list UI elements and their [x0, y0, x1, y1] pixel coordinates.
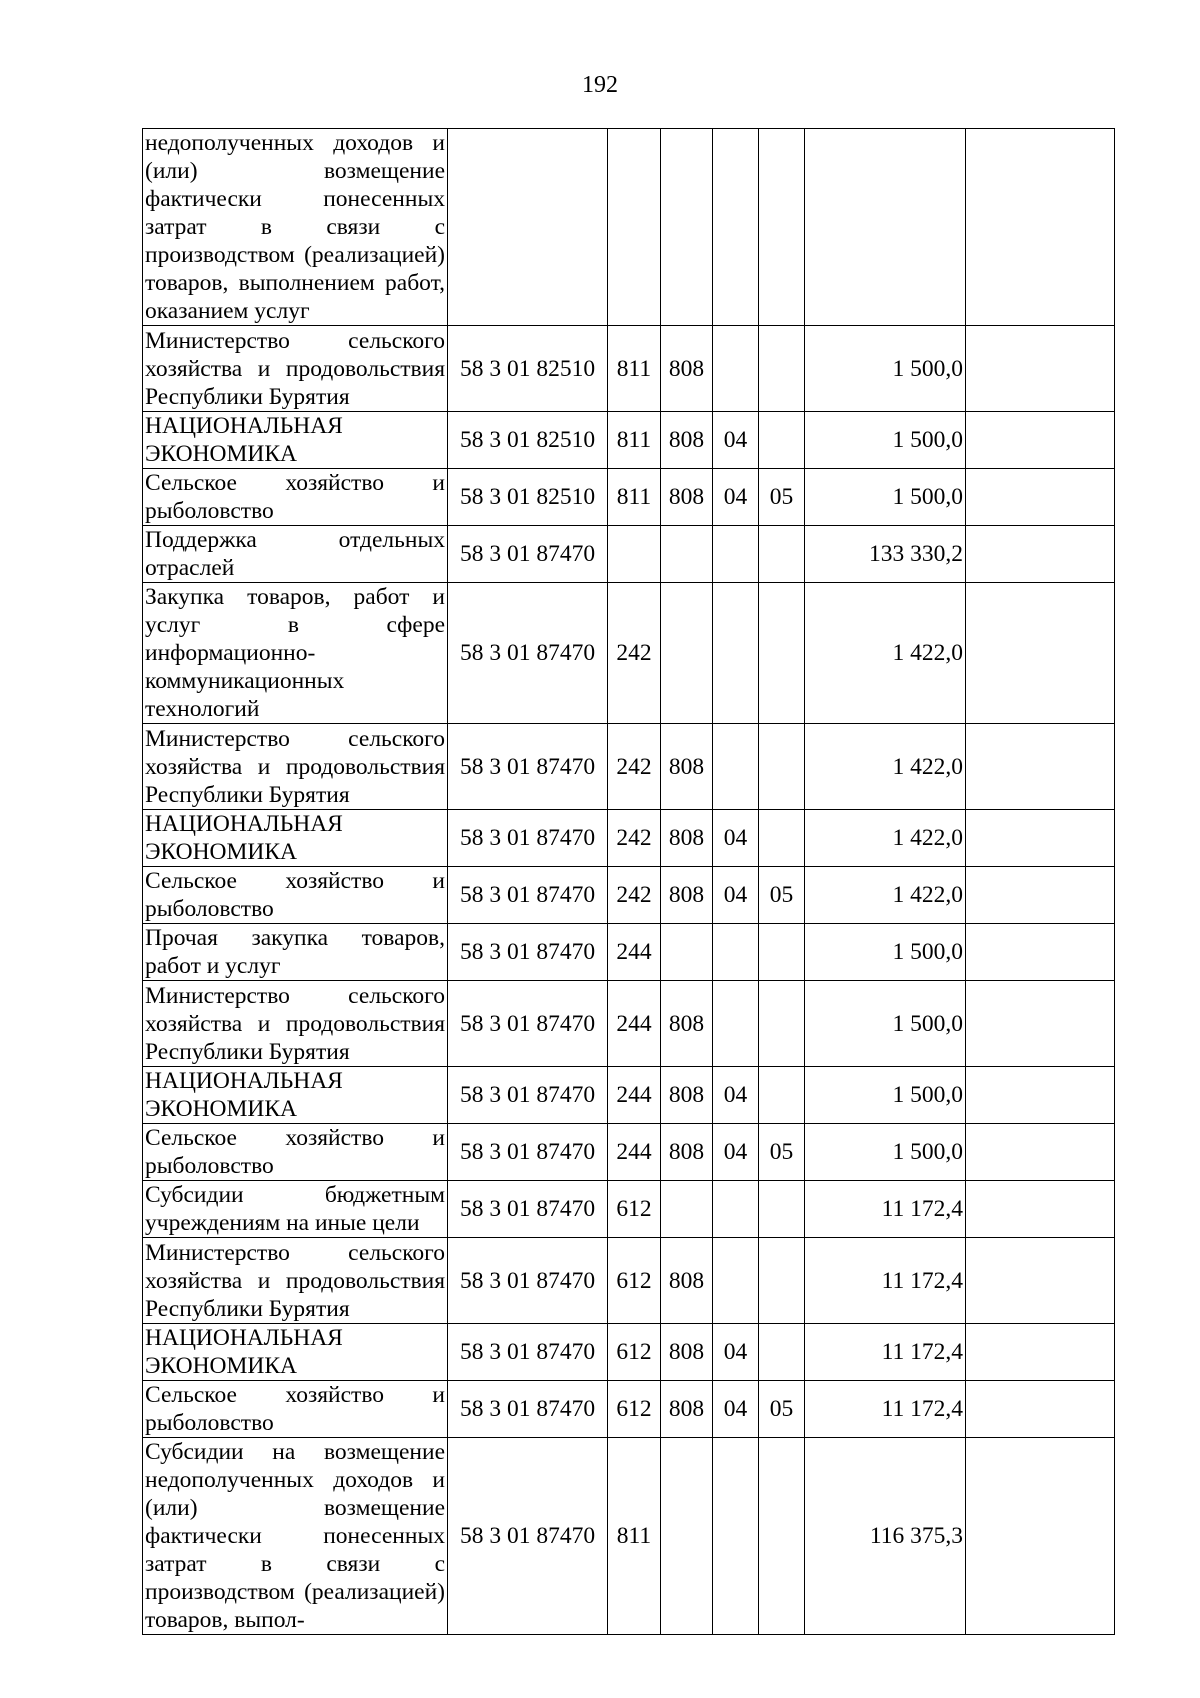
table-row: [143, 412, 1115, 469]
section-code: [713, 129, 759, 326]
target-article-code: 58 3 01 87470: [448, 1324, 608, 1381]
expense-type-code: [608, 526, 661, 583]
target-article-code: 58 3 01 87470: [448, 810, 608, 867]
administrator-code: [661, 1438, 713, 1635]
administrator-code: 808: [661, 412, 713, 469]
expense-type-code: 811: [608, 412, 661, 469]
subsection-code: [759, 724, 805, 810]
row-description: Субсидии на возмещение недополученных доходов и (или) возмещение фактически понесенных затрат в связи с производством (реализацией) товаров, выпол-: [143, 1438, 448, 1635]
section-code: 04: [713, 867, 759, 924]
subsection-code: [759, 1181, 805, 1238]
table-row: [143, 1124, 1115, 1181]
section-code: 04: [713, 469, 759, 526]
subsection-code: 05: [759, 469, 805, 526]
budget-table: [142, 128, 1115, 1635]
empty-cell: [966, 526, 1115, 583]
administrator-code: [661, 1181, 713, 1238]
amount-value: 11 172,4: [805, 1324, 966, 1381]
row-description: Министерство сельского хозяйства и продовольствия Республики Бурятия: [143, 1238, 448, 1324]
expense-type-code: [608, 129, 661, 326]
table-row: [143, 1324, 1115, 1381]
table-row: [143, 326, 1115, 412]
expense-type-code: 612: [608, 1238, 661, 1324]
subsection-code: [759, 1324, 805, 1381]
administrator-code: 808: [661, 724, 713, 810]
row-description: НАЦИОНАЛЬНАЯ ЭКОНОМИКА: [143, 1067, 448, 1124]
amount-value: 1 500,0: [805, 412, 966, 469]
amount-value: 1 500,0: [805, 469, 966, 526]
expense-type-code: 242: [608, 724, 661, 810]
amount-value: 116 375,3: [805, 1438, 966, 1635]
section-code: [713, 924, 759, 981]
empty-cell: [966, 1381, 1115, 1438]
row-description: Закупка товаров, работ и услуг в сфере информационно-коммуникационных технологий: [143, 583, 448, 724]
empty-cell: [966, 810, 1115, 867]
target-article-code: 58 3 01 87470: [448, 1381, 608, 1438]
subsection-code: [759, 924, 805, 981]
amount-value: 1 422,0: [805, 583, 966, 724]
expense-type-code: 244: [608, 981, 661, 1067]
expense-type-code: 811: [608, 469, 661, 526]
table-row: [143, 867, 1115, 924]
target-article-code: 58 3 01 82510: [448, 326, 608, 412]
subsection-code: [759, 583, 805, 724]
target-article-code: 58 3 01 87470: [448, 1438, 608, 1635]
administrator-code: 808: [661, 1381, 713, 1438]
table-row: [143, 981, 1115, 1067]
target-article-code: 58 3 01 87470: [448, 924, 608, 981]
amount-value: 1 422,0: [805, 724, 966, 810]
section-code: 04: [713, 1124, 759, 1181]
table-row: [143, 1067, 1115, 1124]
target-article-code: 58 3 01 87470: [448, 1238, 608, 1324]
subsection-code: [759, 1238, 805, 1324]
administrator-code: 808: [661, 867, 713, 924]
section-code: 04: [713, 1067, 759, 1124]
administrator-code: [661, 583, 713, 724]
expense-type-code: 612: [608, 1324, 661, 1381]
subsection-code: 05: [759, 1124, 805, 1181]
subsection-code: [759, 526, 805, 583]
target-article-code: 58 3 01 87470: [448, 1181, 608, 1238]
empty-cell: [966, 724, 1115, 810]
administrator-code: 808: [661, 981, 713, 1067]
section-code: 04: [713, 810, 759, 867]
section-code: [713, 724, 759, 810]
section-code: 04: [713, 1324, 759, 1381]
row-description: Министерство сельского хозяйства и продовольствия Республики Бурятия: [143, 724, 448, 810]
empty-cell: [966, 326, 1115, 412]
page-number: 192: [582, 72, 618, 98]
empty-cell: [966, 129, 1115, 326]
amount-value: 1 500,0: [805, 981, 966, 1067]
amount-value: 11 172,4: [805, 1381, 966, 1438]
expense-type-code: 242: [608, 867, 661, 924]
target-article-code: 58 3 01 82510: [448, 412, 608, 469]
table-row: [143, 1238, 1115, 1324]
administrator-code: 808: [661, 326, 713, 412]
expense-type-code: 811: [608, 326, 661, 412]
administrator-code: 808: [661, 810, 713, 867]
row-description: Сельское хозяйство и рыболовство: [143, 867, 448, 924]
row-description: Сельское хозяйство и рыболовство: [143, 1381, 448, 1438]
row-description: Министерство сельского хозяйства и продовольствия Республики Бурятия: [143, 326, 448, 412]
target-article-code: 58 3 01 87470: [448, 724, 608, 810]
empty-cell: [966, 981, 1115, 1067]
empty-cell: [966, 1238, 1115, 1324]
subsection-code: [759, 810, 805, 867]
amount-value: 11 172,4: [805, 1181, 966, 1238]
empty-cell: [966, 1181, 1115, 1238]
row-description: Поддержка отдельных отраслей: [143, 526, 448, 583]
row-description: Сельское хозяйство и рыболовство: [143, 469, 448, 526]
target-article-code: 58 3 01 87470: [448, 867, 608, 924]
row-description: Сельское хозяйство и рыболовство: [143, 1124, 448, 1181]
table-row: [143, 526, 1115, 583]
target-article-code: 58 3 01 87470: [448, 583, 608, 724]
table-row: [143, 1438, 1115, 1635]
section-code: [713, 1238, 759, 1324]
administrator-code: 808: [661, 469, 713, 526]
row-description: недополученных доходов и (или) возмещение фактически понесенных затрат в связи с производством (реализацией) товаров, выполнением работ, оказанием услуг: [143, 129, 448, 326]
table-row: [143, 724, 1115, 810]
row-description: Субсидии бюджетным учреждениям на иные цели: [143, 1181, 448, 1238]
administrator-code: 808: [661, 1067, 713, 1124]
empty-cell: [966, 1324, 1115, 1381]
administrator-code: 808: [661, 1238, 713, 1324]
section-code: [713, 1181, 759, 1238]
empty-cell: [966, 867, 1115, 924]
target-article-code: 58 3 01 87470: [448, 526, 608, 583]
section-code: [713, 1438, 759, 1635]
section-code: 04: [713, 1381, 759, 1438]
table-body: [143, 129, 1115, 1635]
amount-value: 1 422,0: [805, 867, 966, 924]
subsection-code: [759, 981, 805, 1067]
target-article-code: 58 3 01 82510: [448, 469, 608, 526]
subsection-code: [759, 129, 805, 326]
administrator-code: [661, 129, 713, 326]
administrator-code: [661, 526, 713, 583]
expense-type-code: 242: [608, 583, 661, 724]
subsection-code: [759, 412, 805, 469]
expense-type-code: 811: [608, 1438, 661, 1635]
empty-cell: [966, 1067, 1115, 1124]
section-code: [713, 526, 759, 583]
amount-value: [805, 129, 966, 326]
empty-cell: [966, 924, 1115, 981]
subsection-code: [759, 326, 805, 412]
target-article-code: [448, 129, 608, 326]
expense-type-code: 242: [608, 810, 661, 867]
row-description: Министерство сельского хозяйства и продовольствия Республики Бурятия: [143, 981, 448, 1067]
table-row: [143, 1381, 1115, 1438]
section-code: [713, 583, 759, 724]
expense-type-code: 612: [608, 1181, 661, 1238]
section-code: [713, 981, 759, 1067]
table-row: [143, 129, 1115, 326]
amount-value: 133 330,2: [805, 526, 966, 583]
target-article-code: 58 3 01 87470: [448, 981, 608, 1067]
amount-value: 1 500,0: [805, 1124, 966, 1181]
empty-cell: [966, 412, 1115, 469]
amount-value: 1 422,0: [805, 810, 966, 867]
empty-cell: [966, 1438, 1115, 1635]
administrator-code: 808: [661, 1124, 713, 1181]
amount-value: 11 172,4: [805, 1238, 966, 1324]
expense-type-code: 244: [608, 1124, 661, 1181]
table-row: [143, 469, 1115, 526]
row-description: НАЦИОНАЛЬНАЯ ЭКОНОМИКА: [143, 1324, 448, 1381]
amount-value: 1 500,0: [805, 924, 966, 981]
empty-cell: [966, 469, 1115, 526]
empty-cell: [966, 1124, 1115, 1181]
expense-type-code: 612: [608, 1381, 661, 1438]
table-row: [143, 1181, 1115, 1238]
row-description: НАЦИОНАЛЬНАЯ ЭКОНОМИКА: [143, 810, 448, 867]
expense-type-code: 244: [608, 1067, 661, 1124]
expense-type-code: 244: [608, 924, 661, 981]
section-code: 04: [713, 412, 759, 469]
subsection-code: 05: [759, 867, 805, 924]
subsection-code: 05: [759, 1381, 805, 1438]
table-row: [143, 924, 1115, 981]
empty-cell: [966, 583, 1115, 724]
subsection-code: [759, 1438, 805, 1635]
amount-value: 1 500,0: [805, 326, 966, 412]
table-row: [143, 810, 1115, 867]
target-article-code: 58 3 01 87470: [448, 1067, 608, 1124]
target-article-code: 58 3 01 87470: [448, 1124, 608, 1181]
administrator-code: [661, 924, 713, 981]
section-code: [713, 326, 759, 412]
row-description: Прочая закупка товаров, работ и услуг: [143, 924, 448, 981]
amount-value: 1 500,0: [805, 1067, 966, 1124]
table-row: [143, 583, 1115, 724]
row-description: НАЦИОНАЛЬНАЯ ЭКОНОМИКА: [143, 412, 448, 469]
subsection-code: [759, 1067, 805, 1124]
administrator-code: 808: [661, 1324, 713, 1381]
